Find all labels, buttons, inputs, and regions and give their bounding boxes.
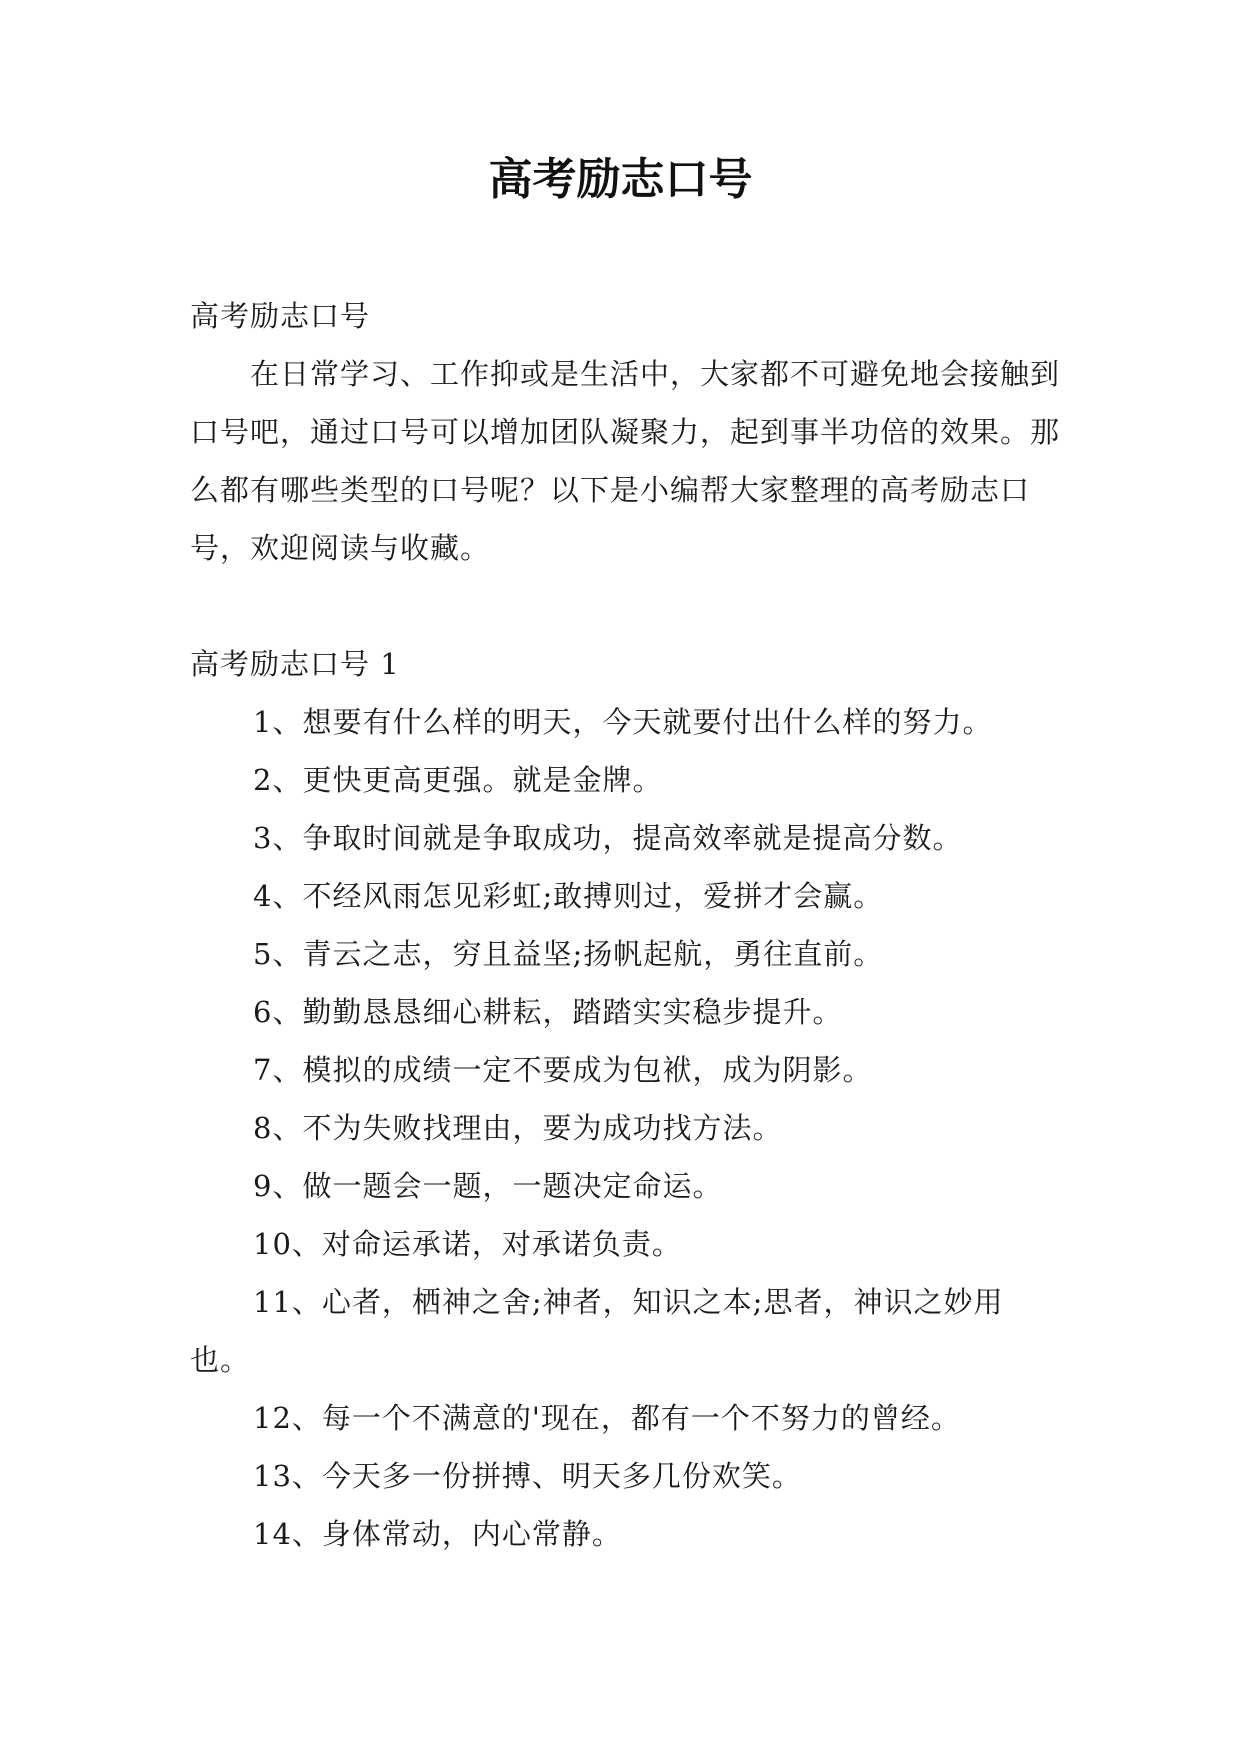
slogan-item-3: 3、争取时间就是争取成功，提高效率就是提高分数。 — [253, 821, 963, 855]
slogan-item-8: 8、不为失败找理由，要为成功找方法。 — [253, 1111, 783, 1145]
slogan-item-7: 7、模拟的成绩一定不要成为包袱，成为阴影。 — [253, 1053, 873, 1087]
intro-heading: 高考励志口号 — [190, 299, 371, 333]
slogan-item-2: 2、更快更高更强。就是金牌。 — [253, 763, 663, 797]
intro-paragraph: 在日常学习、工作抑或是生活中，大家都不可避免地会接触到口号吧，通过口号可以增加团队凝聚力，起到事半功倍的效果。那么都有哪些类型的口号呢？以下是小编帮大家整理的高考励志口号，欢迎阅读与收藏。 — [190, 357, 1061, 565]
slogan-item-11: 11、心者，栖神之舍;神者，知识之本;思者，神识之妙用也。 — [190, 1285, 1004, 1377]
slogan-item-1: 1、想要有什么样的明天，今天就要付出什么样的努力。 — [253, 705, 993, 739]
paragraph-spacer — [190, 577, 1060, 635]
slogan-item-5: 5、青云之志，穷且益坚;扬帆起航，勇往直前。 — [253, 937, 884, 971]
document-body — [190, 287, 1060, 1563]
slogan-item-10: 10、对命运承诺，对承诺负责。 — [253, 1227, 682, 1261]
slogan-list — [190, 693, 1060, 1563]
slogan-item-13: 13、今天多一份拼搏、明天多几份欢笑。 — [253, 1459, 802, 1493]
slogan-item-12: 12、每一个不满意的'现在，都有一个不努力的曾经。 — [253, 1401, 961, 1435]
slogan-item-9: 9、做一题会一题，一题决定命运。 — [253, 1169, 723, 1203]
slogan-item-4: 4、不经风雨怎见彩虹;敢搏则过，爱拼才会赢。 — [253, 879, 884, 913]
slogan-item-6: 6、勤勤恳恳细心耕耘，踏踏实实稳步提升。 — [253, 995, 843, 1029]
section-heading: 高考励志口号 1 — [190, 647, 400, 681]
slogan-item-14: 14、身体常动，内心常静。 — [253, 1517, 622, 1551]
document-title: 高考励志口号 — [488, 154, 753, 205]
